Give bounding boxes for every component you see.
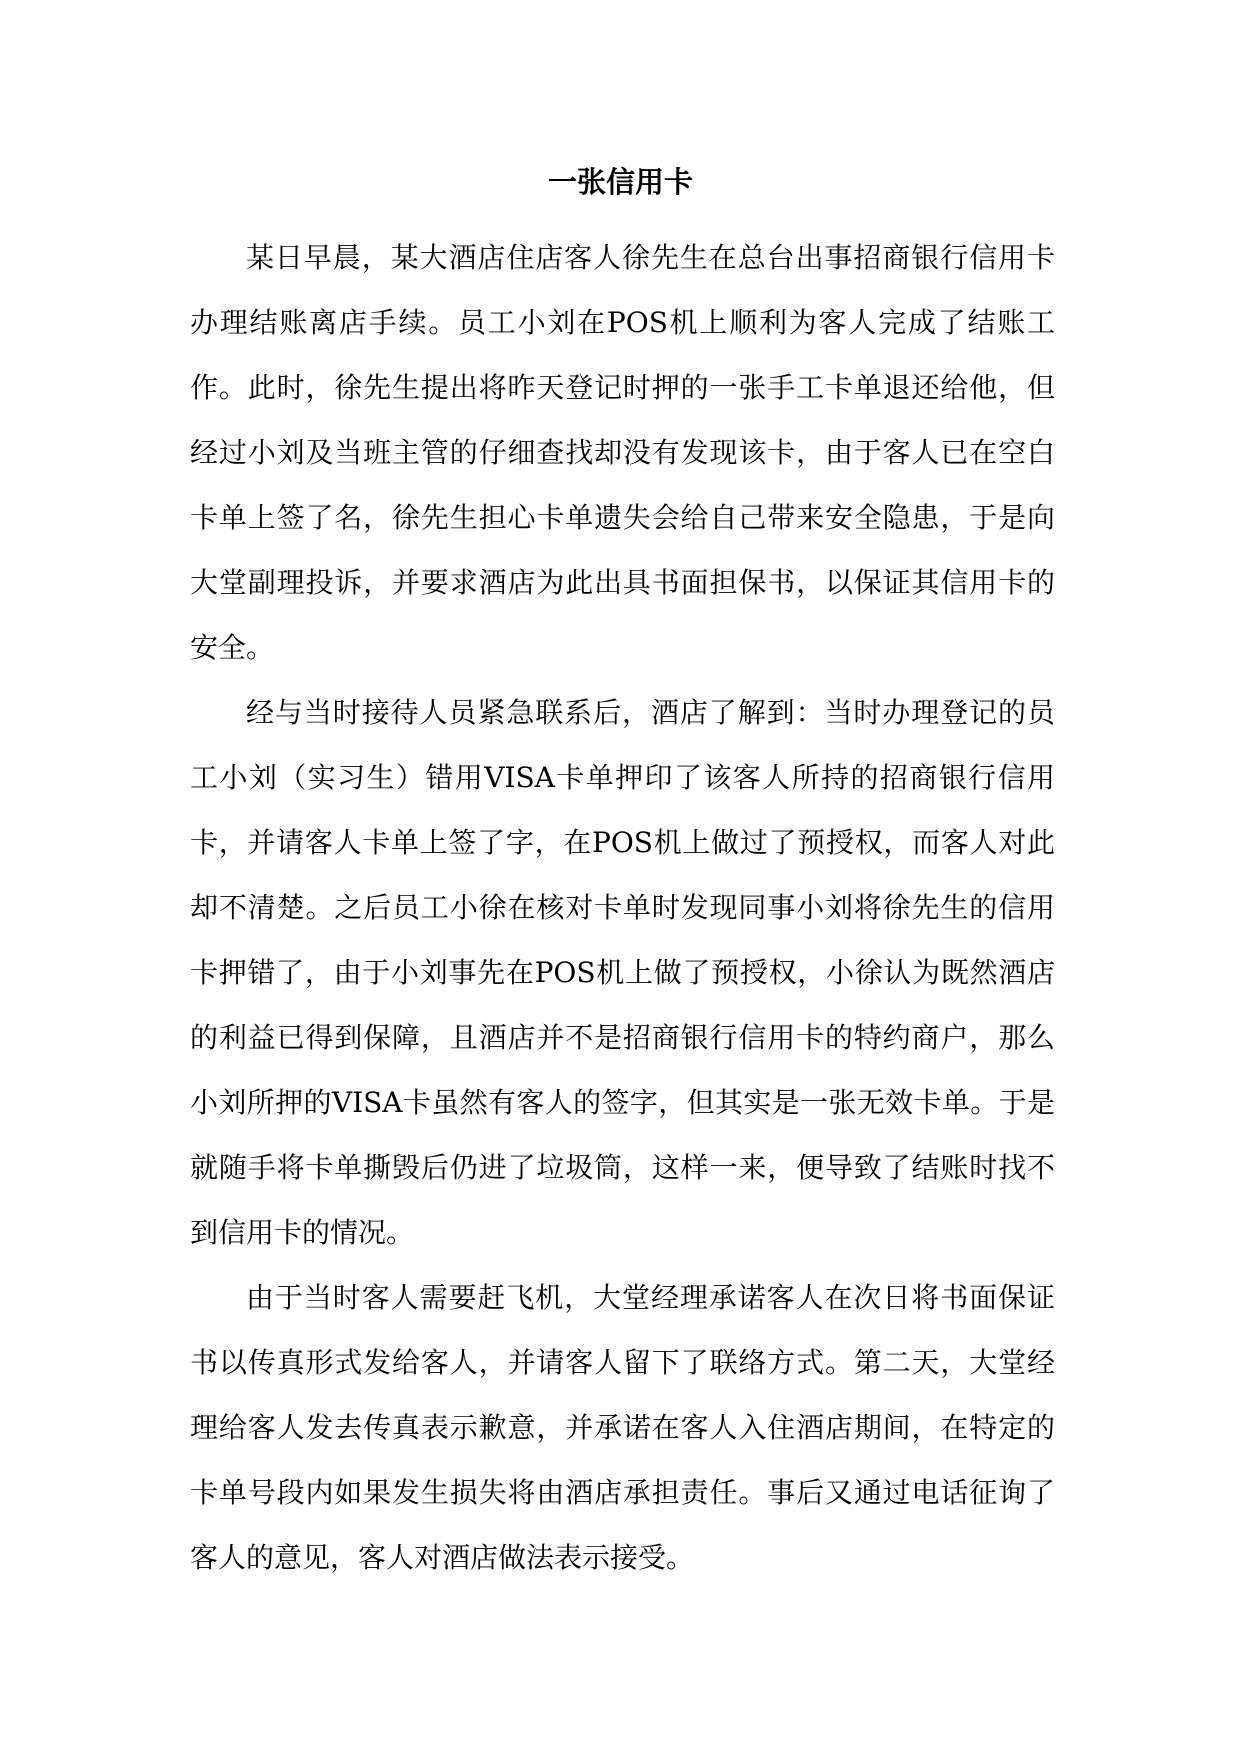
document-body	[190, 225, 1055, 1590]
paragraph: 经与当时接待人员紧急联系后，酒店了解到：当时办理登记的员工小刘（实习生）错用VISA卡单押印了该客人所持的招商银行信用卡，并请客人卡单上签了字，在POS机上做过了预授权，而客人对此却不清楚。之后员工小徐在核对卡单时发现同事小刘将徐先生的信用卡押错了，由于小刘事先在POS机上做了预授权，小徐认为既然酒店的利益已得到保障，且酒店并不是招商银行信用卡的特约商户，那么小刘所押的VISA卡虽然有客人的签字，但其实是一张无效卡单。于是就随手将卡单撕毁后仍进了垃圾筒，这样一来，便导致了结账时找不到信用卡的情况。	[190, 696, 1055, 1249]
paragraph: 某日早晨，某大酒店住店客人徐先生在总台出事招商银行信用卡办理结账离店手续。员工小刘在POS机上顺利为客人完成了结账工作。此时，徐先生提出将昨天登记时押的一张手工卡单退还给他，但经过小刘及当班主管的仔细查找却没有发现该卡，由于客人已在空白卡单上签了名，徐先生担心卡单遗失会给自己带来安全隐患，于是向大堂副理投诉，并要求酒店为此出具书面担保书，以保证其信用卡的安全。	[190, 241, 1055, 664]
paragraph: 由于当时客人需要赶飞机，大堂经理承诺客人在次日将书面保证书以传真形式发给客人，并请客人留下了联络方式。第二天，大堂经理给客人发去传真表示歉意，并承诺在客人入住酒店期间，在特定的卡单号段内如果发生损失将由酒店承担责任。事后又通过电话征询了客人的意见，客人对酒店做法表示接受。	[190, 1281, 1055, 1574]
document-title: 一张信用卡	[547, 165, 693, 199]
